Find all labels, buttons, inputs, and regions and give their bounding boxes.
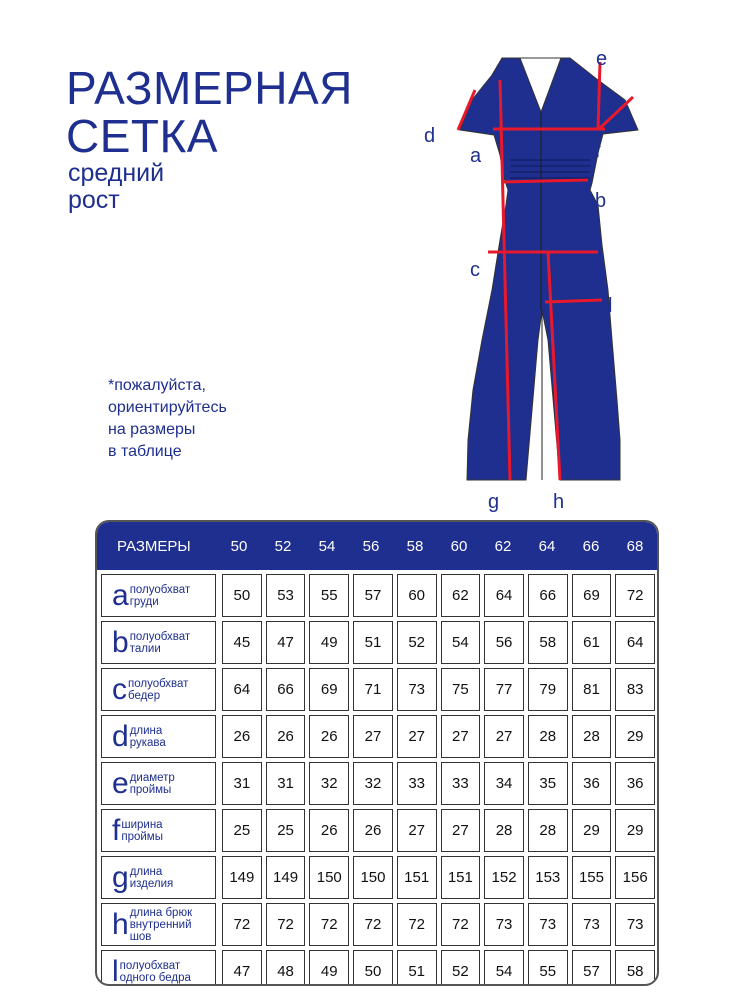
label-h: h	[553, 491, 565, 513]
table-cell: 73	[528, 903, 568, 946]
table-cell: 32	[353, 762, 393, 805]
table-cell: 31	[266, 762, 306, 805]
size-header-cell: 56	[362, 537, 380, 555]
table-row	[97, 760, 657, 807]
table-cell: 51	[353, 621, 393, 664]
table-cell: 29	[615, 715, 655, 758]
row-description-line-2: бедер	[128, 689, 161, 702]
row-label	[101, 903, 216, 946]
table-cell: 155	[572, 856, 612, 899]
label-a: a	[470, 145, 482, 167]
table-cell: 27	[397, 715, 437, 758]
row-letter: e	[112, 766, 129, 800]
size-header-cell: 50	[230, 537, 248, 555]
row-letter: d	[112, 719, 129, 753]
table-cell: 73	[484, 903, 524, 946]
table-cell: 28	[528, 715, 568, 758]
table-cell: 45	[222, 621, 262, 664]
table-cell: 55	[528, 950, 568, 986]
table-cell: 52	[441, 950, 481, 986]
table-row	[97, 619, 657, 666]
table-cell: 83	[615, 668, 655, 711]
table-cell: 79	[528, 668, 568, 711]
table-cell: 35	[528, 762, 568, 805]
row-letter: h	[112, 907, 129, 941]
table-cell: 55	[309, 574, 349, 617]
size-header-cells	[217, 538, 657, 555]
table-cell: 26	[222, 715, 262, 758]
table-cell: 66	[266, 668, 306, 711]
size-header-cell: 60	[450, 537, 468, 555]
table-row	[97, 807, 657, 854]
marker-l	[545, 300, 602, 302]
table-cell: 81	[572, 668, 612, 711]
row-description	[130, 907, 215, 943]
table-cell: 151	[441, 856, 481, 899]
table-cell: 27	[353, 715, 393, 758]
table-cell: 58	[528, 621, 568, 664]
row-description-line-1: длина	[129, 865, 163, 878]
table-row	[97, 854, 657, 901]
table-cell: 54	[484, 950, 524, 986]
table-cell: 26	[309, 809, 349, 852]
table-cell: 57	[572, 950, 612, 986]
table-cell: 32	[309, 762, 349, 805]
table-row	[97, 948, 657, 986]
table-cell: 36	[572, 762, 612, 805]
label-b: b	[595, 190, 607, 212]
title-line-1: РАЗМЕРНАЯ	[66, 62, 353, 114]
size-header-cell: 64	[538, 537, 556, 555]
note-line-3: на размеры	[108, 421, 196, 438]
row-description-line-2: талии	[129, 642, 161, 655]
table-cell: 72	[266, 903, 306, 946]
size-table	[95, 520, 659, 986]
table-cell: 72	[441, 903, 481, 946]
row-letter: a	[112, 578, 129, 612]
table-cell: 27	[397, 809, 437, 852]
table-cell: 150	[353, 856, 393, 899]
row-description	[130, 631, 190, 655]
table-row	[97, 713, 657, 760]
header-label: РАЗМЕРЫ	[117, 537, 191, 555]
table-cell: 57	[353, 574, 393, 617]
size-header-cell: 68	[626, 537, 644, 555]
table-cell: 151	[397, 856, 437, 899]
table-cell: 50	[353, 950, 393, 986]
table-cell: 51	[397, 950, 437, 986]
table-cell: 77	[484, 668, 524, 711]
table-cell: 69	[309, 668, 349, 711]
table-cell: 31	[222, 762, 262, 805]
table-cell: 149	[222, 856, 262, 899]
size-header-cell: 52	[274, 537, 292, 555]
size-header-cell: 54	[318, 537, 336, 555]
table-cell: 28	[572, 715, 612, 758]
label-d: d	[424, 125, 436, 147]
size-header-cell: 66	[582, 537, 600, 555]
row-label	[101, 950, 216, 986]
table-cell: 73	[397, 668, 437, 711]
table-row	[97, 666, 657, 713]
table-cell: 34	[484, 762, 524, 805]
row-description-line-2: одного бедра	[119, 971, 191, 984]
table-cell: 60	[397, 574, 437, 617]
page-title	[66, 64, 353, 160]
row-description-line-1: диаметр	[129, 771, 175, 784]
row-letter: b	[112, 625, 129, 659]
row-description-line-2: изделия	[129, 877, 174, 890]
row-label	[101, 762, 216, 805]
subtitle-line-1: средний	[68, 159, 165, 187]
table-cell: 29	[572, 809, 612, 852]
row-letter: c	[112, 672, 127, 706]
table-cell: 64	[484, 574, 524, 617]
note-line-2: ориентируйтесь	[108, 399, 227, 416]
row-description	[130, 866, 174, 890]
table-cell: 27	[484, 715, 524, 758]
table-cell: 26	[309, 715, 349, 758]
table-cell: 50	[222, 574, 262, 617]
table-row	[97, 572, 657, 619]
table-cell: 26	[353, 809, 393, 852]
table-cell: 72	[222, 903, 262, 946]
row-description	[130, 584, 190, 608]
size-header-cell: 62	[494, 537, 512, 555]
jumpsuit-figure	[420, 40, 660, 520]
table-cell: 150	[309, 856, 349, 899]
table-cell: 26	[266, 715, 306, 758]
row-label	[101, 621, 216, 664]
table-cell: 27	[441, 809, 481, 852]
row-description-line-2: проймы	[121, 830, 163, 843]
row-description-line-1: полуобхват	[128, 677, 189, 690]
table-cell: 152	[484, 856, 524, 899]
row-label	[101, 715, 216, 758]
row-description-line-2: груди	[129, 595, 159, 608]
table-cell: 72	[353, 903, 393, 946]
table-cell: 49	[309, 950, 349, 986]
label-g: g	[488, 491, 500, 513]
row-letter: l	[112, 954, 119, 986]
note-text	[108, 375, 227, 463]
row-description-line-1: полуобхват	[129, 630, 191, 643]
table-cell: 47	[266, 621, 306, 664]
table-cell: 73	[615, 903, 655, 946]
table-cell: 73	[572, 903, 612, 946]
table-cell: 47	[222, 950, 262, 986]
label-e: e	[596, 48, 608, 70]
table-cell: 28	[484, 809, 524, 852]
table-cell: 66	[528, 574, 568, 617]
row-description-line-1: ширина	[121, 818, 163, 831]
table-cell: 61	[572, 621, 612, 664]
table-cell: 25	[222, 809, 262, 852]
table-cell: 33	[397, 762, 437, 805]
table-header	[97, 522, 657, 570]
table-cell: 153	[528, 856, 568, 899]
row-letter: f	[112, 813, 121, 847]
table-cell: 54	[441, 621, 481, 664]
row-description-line-1: длина брюк	[129, 906, 193, 919]
row-description-line-1: полуобхват	[119, 959, 181, 972]
row-description	[128, 678, 188, 702]
table-cell: 56	[484, 621, 524, 664]
row-label	[101, 856, 216, 899]
row-description-line-1: длина	[129, 724, 163, 737]
table-cell: 72	[309, 903, 349, 946]
row-description	[120, 960, 191, 984]
marker-b	[502, 180, 588, 182]
table-cell: 64	[615, 621, 655, 664]
table-cell: 58	[615, 950, 655, 986]
row-description	[121, 819, 163, 843]
table-cell: 75	[441, 668, 481, 711]
row-description-line-1: полуобхват	[129, 583, 191, 596]
row-label	[101, 809, 216, 852]
table-cell: 149	[266, 856, 306, 899]
row-label	[101, 574, 216, 617]
table-cell: 156	[615, 856, 655, 899]
label-l: l	[608, 295, 613, 317]
table-cell: 64	[222, 668, 262, 711]
row-description	[130, 725, 166, 749]
table-cell: 72	[615, 574, 655, 617]
row-letter: g	[112, 860, 129, 894]
table-cell: 72	[397, 903, 437, 946]
note-line-4: в таблице	[108, 443, 182, 460]
row-label	[101, 668, 216, 711]
note-line-1: *пожалуйста,	[108, 377, 206, 394]
table-cell: 29	[615, 809, 655, 852]
row-description-line-2: рукава	[129, 736, 166, 749]
table-cell: 52	[397, 621, 437, 664]
table-cell: 69	[572, 574, 612, 617]
table-cell: 28	[528, 809, 568, 852]
row-description-line-2: внутренний шов	[129, 918, 192, 943]
table-row	[97, 901, 657, 948]
label-f: f	[595, 140, 601, 162]
row-description-line-2: проймы	[129, 783, 172, 796]
table-cell: 36	[615, 762, 655, 805]
table-cell: 71	[353, 668, 393, 711]
marker-e	[598, 62, 600, 130]
title-line-2: СЕТКА	[66, 110, 218, 162]
table-cell: 27	[441, 715, 481, 758]
subtitle-line-2: рост	[68, 186, 120, 214]
row-description	[130, 772, 175, 796]
table-cell: 53	[266, 574, 306, 617]
table-cell: 25	[266, 809, 306, 852]
table-cell: 33	[441, 762, 481, 805]
subtitle	[68, 160, 164, 214]
table-cell: 62	[441, 574, 481, 617]
table-body	[97, 570, 657, 986]
table-cell: 48	[266, 950, 306, 986]
label-c: c	[470, 259, 480, 281]
size-header-cell: 58	[406, 537, 424, 555]
table-cell: 49	[309, 621, 349, 664]
